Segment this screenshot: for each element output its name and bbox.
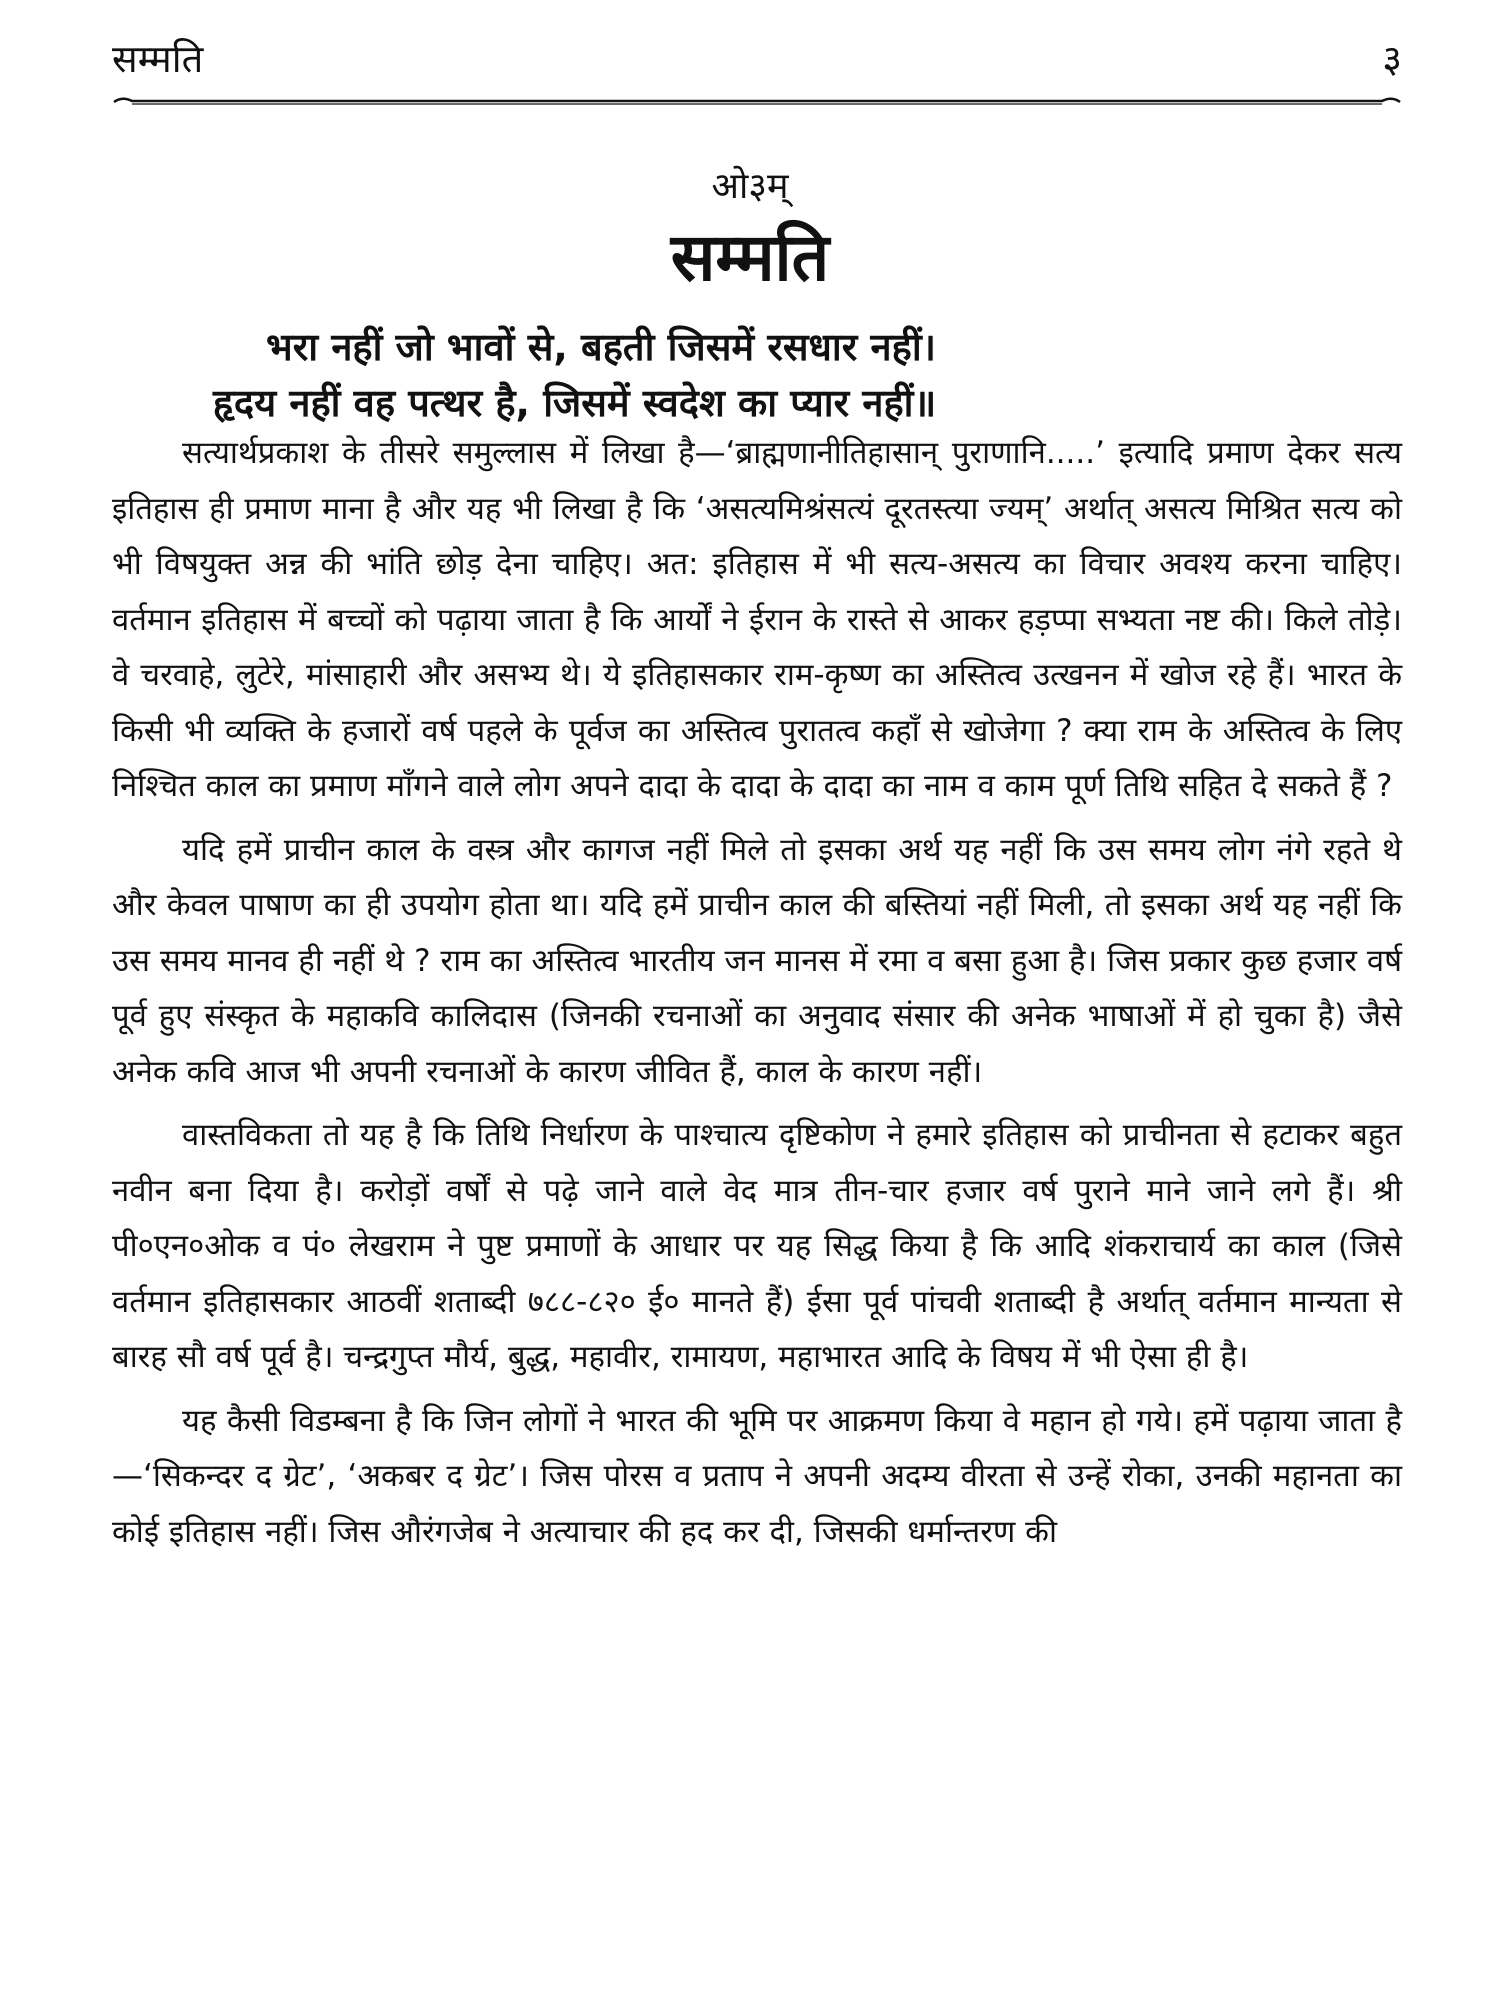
decorative-header-rule — [112, 94, 1402, 110]
paragraph-2: यदि हमें प्राचीन काल के वस्त्र और कागज नहीं मिले तो इसका अर्थ यह नहीं कि उस समय लोग नंगे रहते थे और केवल पाषाण का ही उपयोग होता था। यदि हमें प्राचीन काल की बस्तियां नहीं मिली, तो इसका अर्थ यह नहीं कि उस समय मानव ही नहीं थे ? राम का अस्तित्व भारतीय जन मानस में रमा व बसा हुआ है। जिस प्रकार कुछ हजार वर्ष पूर्व हुए संस्कृत के महाकवि कालिदास (जिनकी रचनाओं का अनुवाद संसार की अनेक भाषाओं में हो चुका है) जैसे अनेक कवि आज भी अपनी रचनाओं के कारण जीवित हैं, काल के कारण नहीं। — [112, 831, 1402, 1090]
invocation-om: ओ३म् — [711, 166, 789, 207]
couplet-line-1: भरा नहीं जो भावों से, बहती जिसमें रसधार नहीं। — [266, 325, 937, 369]
paragraph-3: वास्तविकता तो यह है कि तिथि निर्धारण के पाश्चात्य दृष्टिकोण ने हमारे इतिहास को प्राचीनता से हटाकर बहुत नवीन बना दिया है। करोड़ों वर्षों से पढ़े जाने वाले वेद मात्र तीन-चार हजार वर्ष पुराने माने जाने लगे हैं। श्री पी०एन०ओक व पं० लेखराम ने पुष्ट प्रमाणों के आधार पर यह सिद्ध किया है कि आदि शंकराचार्य का काल (जिसे वर्तमान इतिहासकार आठवीं शताब्दी ७८८-८२० ई० मानते हैं) ईसा पूर्व पांचवी शताब्दी है अर्थात् वर्तमान मान्यता से बारह सौ वर्ष पूर्व है। चन्द्रगुप्त मौर्य, बुद्ध, महावीर, रामायण, महाभारत आदि के विषय में भी ऐसा ही है। — [112, 1117, 1402, 1375]
running-title: सम्मति — [112, 37, 204, 81]
couplet-line-2: हृदय नहीं वह पत्थर है, जिसमें स्वदेश का प्यार नहीं॥ — [213, 381, 937, 425]
paragraph-4: यह कैसी विडम्बना है कि जिन लोगों ने भारत की भूमि पर आक्रमण किया वे महान हो गये। हमें पढ़ाया जाता है—‘सिकन्दर द ग्रेट’, ‘अकबर द ग्रेट’। जिस पोरस व प्रताप ने अपनी अदम्य वीरता से उन्हें रोका, उनकी महानता का कोई इतिहास नहीं। जिस औरंगजेब ने अत्याचार की हद कर दी, जिसकी धर्मान्तरण की — [112, 1402, 1402, 1550]
paragraph-1: सत्यार्थप्रकाश के तीसरे समुल्लास में लिखा है—‘ब्राह्मणानीतिहासान् पुराणानि.....’ इत्यादि प्रमाण देकर सत्य इतिहास ही प्रमाण माना है और यह भी लिखा है कि ‘असत्यमिश्रंसत्यं दूरतस्त्या ज्यम्’ अर्थात् असत्य मिश्रित सत्य को भी विषयुक्त अन्न की भांति छोड़ देना चाहिए। अत: इतिहास में भी सत्य-असत्य का विचार अवश्य करना चाहिए। वर्तमान इतिहास में बच्चों को पढ़ाया जाता है कि आर्यों ने ईरान के रास्ते से आकर हड़प्पा सभ्यता नष्ट की। किले तोड़े। वे चरवाहे, लुटेरे, मांसाहारी और असभ्य थे। ये इतिहासकार राम-कृष्ण का अस्तित्व उत्खनन में खोज रहे हैं। भारत के किसी भी व्यक्ति के हजारों वर्ष पहले के पूर्वज का अस्तित्व पुरातत्व कहाँ से खोजेगा ? क्या राम के अस्तित्व के लिए निश्चित काल का प्रमाण माँगने वाले लोग अपने दादा के दादा के दादा का नाम व काम पूर्ण तिथि सहित दे सकते हैं ? — [112, 435, 1402, 804]
chapter-title: सम्मति — [670, 219, 830, 296]
page-number: ३ — [1382, 37, 1402, 81]
running-header — [112, 30, 1402, 90]
body-text — [112, 426, 1402, 1560]
